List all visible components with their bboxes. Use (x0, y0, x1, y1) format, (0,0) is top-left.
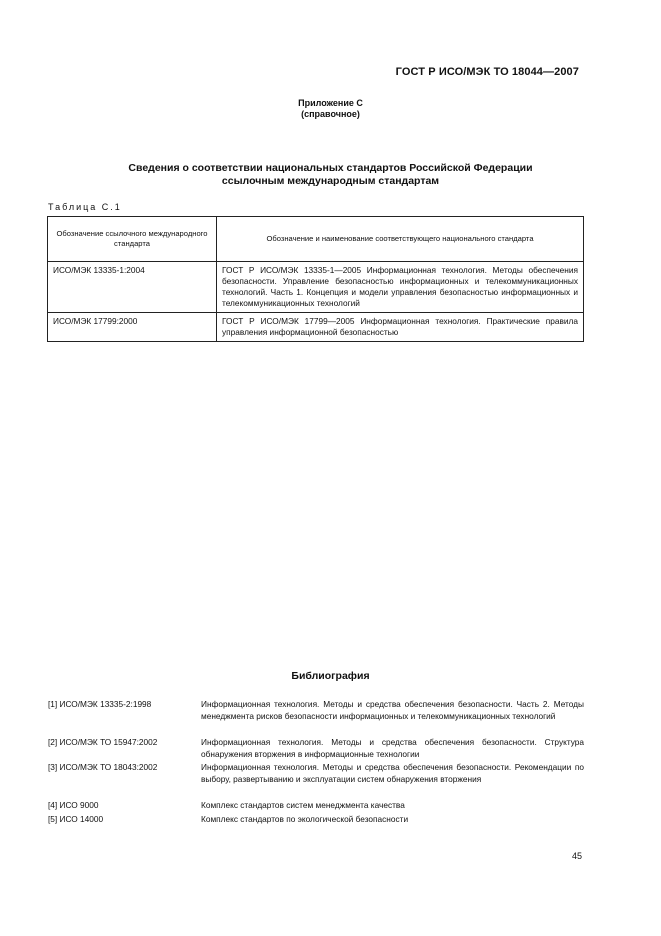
section-title (0, 162, 661, 188)
correspondence-table (47, 216, 584, 342)
bibliography-item (48, 813, 584, 825)
table-row (48, 313, 584, 342)
bibliography-ref: [5] ИСО 14000 (48, 814, 104, 824)
document-code-header: ГОСТ Р ИСО/МЭК ТО 18044—2007 (395, 66, 579, 78)
page-number: 45 (571, 851, 582, 861)
bibliography-text: Комплекс стандартов по экологической безопасности (201, 814, 409, 824)
table-cell-national: ГОСТ Р ИСО/МЭК 17799—2005 Информационная технология. Практические правила управления информационной безопасностью (217, 313, 584, 342)
bibliography-text: Информационная технология. Методы и средства обеспечения безопасности. Рекомендации по выбору, развертыванию и эксплуатации систем обнаружения вторжения (201, 762, 584, 784)
section-title-line-2: ссылочным международным стандартам (221, 175, 440, 187)
bibliography-item (48, 799, 584, 811)
bibliography-text: Информационная технология. Методы и средства обеспечения безопасности. Структура обнаружения вторжения в информационные технологии (201, 737, 584, 759)
table-header-row (48, 217, 584, 262)
bibliography-ref: [2] ИСО/МЭК ТО 15947:2002 (48, 737, 158, 747)
bibliography-item (48, 736, 584, 760)
bibliography-text: Комплекс стандартов систем менеджмента качества (201, 800, 405, 810)
bibliography-item (48, 698, 584, 722)
bibliography-ref: [4] ИСО 9000 (48, 800, 99, 810)
bibliography-ref: [3] ИСО/МЭК ТО 18043:2002 (48, 762, 158, 772)
appendix-subtitle: (справочное) (301, 109, 360, 119)
table-cell-ref: ИСО/МЭК 17799:2000 (48, 313, 217, 342)
table-row (48, 262, 584, 313)
table-header-international: Обозначение ссылочного международного стандарта (48, 217, 217, 262)
bibliography-text: Информационная технология. Методы и средства обеспечения безопасности. Часть 2. Методы менеджмента рисков безопасности информационных и телекоммуникационных технологий (201, 699, 584, 721)
appendix-title: Приложение С (298, 98, 363, 108)
bibliography-ref: [1] ИСО/МЭК 13335-2:1998 (48, 699, 152, 709)
section-title-line-1: Сведения о соответствии национальных стандартов Российской Федерации (128, 162, 533, 174)
bibliography-title: Библиография (291, 670, 370, 682)
bibliography-item (48, 761, 584, 785)
table-cell-ref: ИСО/МЭК 13335-1:2004 (48, 262, 217, 313)
table-cell-national: ГОСТ Р ИСО/МЭК 13335-1—2005 Информационная технология. Методы обеспечения безопасности. Управление безопасностью информационных и телекоммуникационных технологий. Часть 1. Концепция и модели управления безопасностью информационных и телекоммуникационных технологий (217, 262, 584, 313)
table-label: Таблица С.1 (48, 202, 122, 212)
table-header-national: Обозначение и наименование соответствующего национального стандарта (217, 217, 584, 262)
